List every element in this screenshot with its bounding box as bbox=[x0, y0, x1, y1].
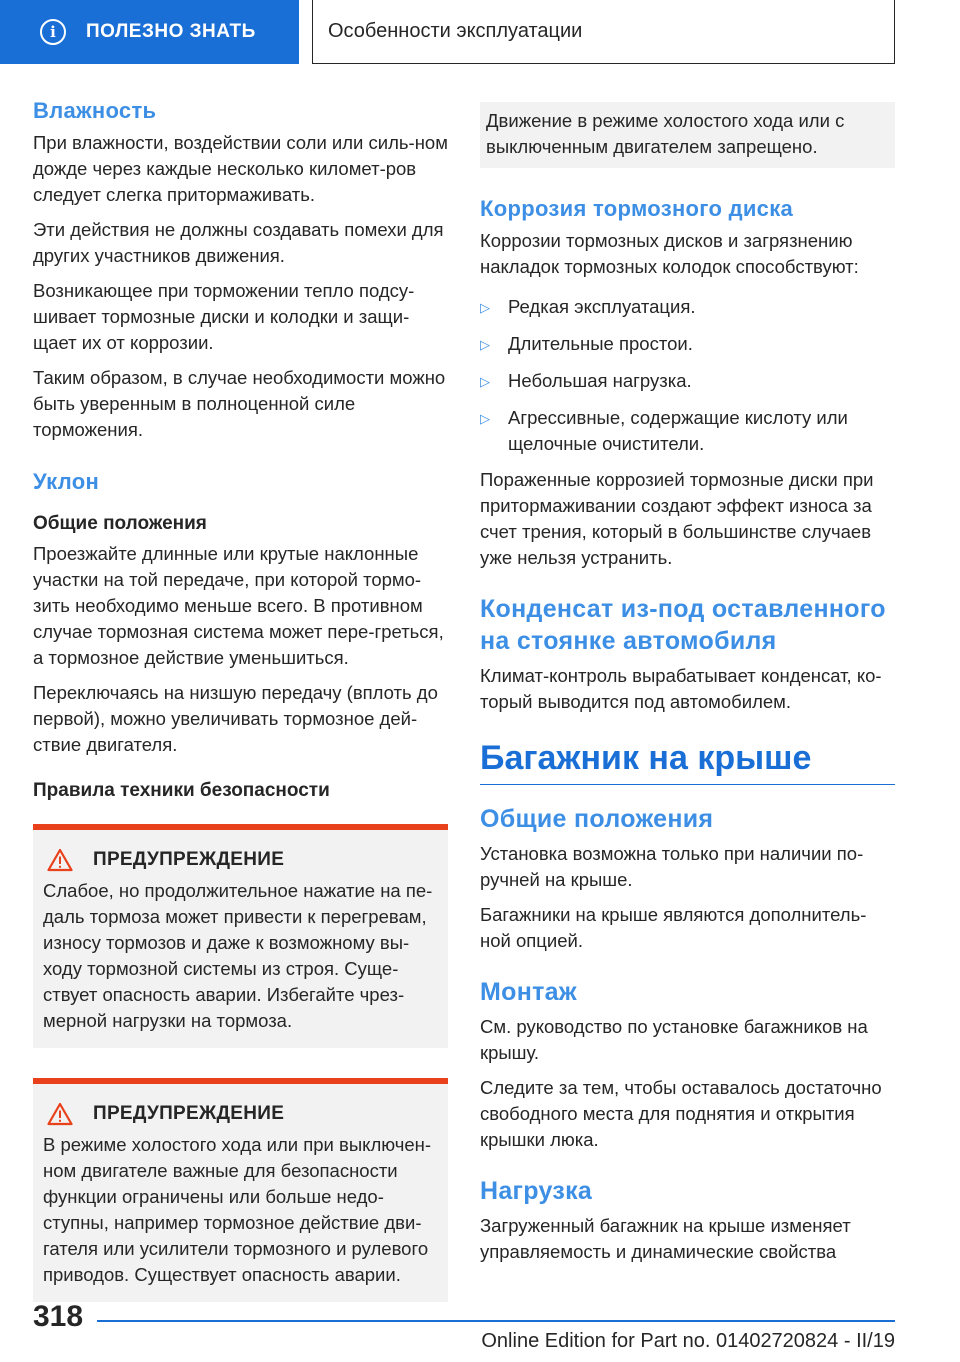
section-tab-label: ПОЛЕЗНО ЗНАТЬ bbox=[86, 21, 256, 42]
roof-rack-general-paragraph-1: Установка возможна только при наличии по-ручней на крыше. bbox=[480, 843, 864, 890]
slope-general-subheading: Общие положения bbox=[33, 513, 207, 534]
roof-rack-heading: Багажник на крыше bbox=[480, 739, 895, 785]
load-paragraph: Загруженный багажник на крыше изменяет управляемость и динамические свойства bbox=[480, 1215, 851, 1262]
footer-divider bbox=[97, 1320, 895, 1322]
roof-rack-general-heading: Общие положения bbox=[480, 805, 714, 833]
load-heading: Нагрузка bbox=[480, 1177, 593, 1205]
slope-paragraph-2: Переключаясь на низшую передачу (вплоть до первой), можно увеличивать тормозное дей-ствие двигателя. bbox=[33, 682, 438, 755]
slope-heading: Уклон bbox=[33, 469, 100, 494]
warning-triangle-icon bbox=[47, 848, 73, 872]
roof-rack-general-paragraph-2: Багажники на крыше являются дополнитель-ной опцией. bbox=[480, 904, 867, 951]
corrosion-heading: Коррозия тормозного диска bbox=[480, 196, 794, 221]
warning-title-1: ПРЕДУПРЕЖДЕНИЕ bbox=[93, 849, 285, 870]
condensate-heading: Конденсат из-под оставленного на стоянке автомобиля bbox=[480, 595, 886, 655]
list-item: ▷ Редкая эксплуатация. bbox=[480, 294, 895, 321]
humidity-paragraph-3: Возникающее при торможении тепло подсу-шивает тормозные диски и колодки и защи-щает их от коррозии. bbox=[33, 280, 415, 353]
right-column bbox=[480, 102, 895, 1274]
mounting-paragraph-1: См. руководство по установке багажников на крышу. bbox=[480, 1016, 868, 1063]
humidity-heading: Влажность bbox=[33, 98, 157, 123]
warning-text-1: Слабое, но продолжительное нажатие на пе-даль тормоза может привести к перегревам, износу тормозов и даже к возможному вы-ходу тормозной системы из строя. Суще-ствует опасность аварии. Избегайте чрез-мерной нагрузки на тормоза. bbox=[43, 880, 433, 1031]
warning-triangle-icon bbox=[47, 1102, 73, 1126]
warning-box-1 bbox=[33, 824, 448, 1048]
corrosion-causes-list bbox=[480, 294, 895, 457]
triangle-bullet-icon: ▷ bbox=[480, 374, 490, 389]
condensate-paragraph: Климат-контроль вырабатывает конденсат, ко-торый выводится под автомобилем. bbox=[480, 665, 882, 712]
section-tab[interactable] bbox=[0, 0, 299, 64]
mounting-heading: Монтаж bbox=[480, 978, 577, 1006]
mounting-paragraph-2: Следите за тем, чтобы оставалось достаточно свободного места для поднятия и открытия крышки люка. bbox=[480, 1077, 882, 1150]
note-text: Движение в режиме холостого хода или с выключенным двигателем запрещено. bbox=[486, 110, 845, 157]
corrosion-paragraph: Пораженные коррозией тормозные диски при притормаживании создают эффект износа за счет трения, который в большинстве случаев уже нельзя устранить. bbox=[480, 469, 874, 568]
left-column bbox=[33, 98, 448, 1302]
page-number: 318 bbox=[33, 1300, 84, 1333]
triangle-bullet-icon: ▷ bbox=[480, 300, 490, 315]
chapter-title: Особенности эксплуатации bbox=[312, 0, 895, 64]
humidity-paragraph-2: Эти действия не должны создавать помехи для других участников движения. bbox=[33, 219, 444, 266]
warning-title-2: ПРЕДУПРЕЖДЕНИЕ bbox=[93, 1103, 285, 1124]
edition-text: Online Edition for Part no. 01402720824 - II/19 bbox=[481, 1330, 895, 1352]
note-box bbox=[480, 102, 895, 168]
list-item: ▷ Небольшая нагрузка. bbox=[480, 368, 895, 395]
info-icon: i bbox=[40, 19, 66, 45]
list-item: ▷ Агрессивные, содержащие кислоту или щелочные очистители. bbox=[480, 405, 895, 457]
triangle-bullet-icon: ▷ bbox=[480, 411, 490, 426]
corrosion-intro: Коррозии тормозных дисков и загрязнению накладок тормозных колодок способствуют: bbox=[480, 230, 859, 277]
triangle-bullet-icon: ▷ bbox=[480, 337, 490, 352]
slope-paragraph-1: Проезжайте длинные или крутые наклонные участки на той передаче, при которой тормо-зить необходимо меньше всего. В противном случае тормозная система может пере-греться, а тормозное действие уменьшиться. bbox=[33, 543, 444, 668]
warning-text-2: В режиме холостого хода или при выключен-ном двигателе важные для безопасности функции ограничены или больше недо-ступны, например тормозное действие дви-гателя или усилители тормозного и рулевого приводов. Существует опасность аварии. bbox=[43, 1134, 432, 1285]
warning-box-2 bbox=[33, 1078, 448, 1302]
list-item: ▷ Длительные простои. bbox=[480, 331, 895, 358]
humidity-paragraph-1: При влажности, воздействии соли или силь-ном дожде через каждые несколько километ-ров следует слегка притормаживать. bbox=[33, 132, 448, 205]
humidity-paragraph-4: Таким образом, в случае необходимости можно быть уверенным в полноценной силе торможения. bbox=[33, 367, 446, 440]
safety-rules-subheading: Правила техники безопасности bbox=[33, 780, 330, 801]
